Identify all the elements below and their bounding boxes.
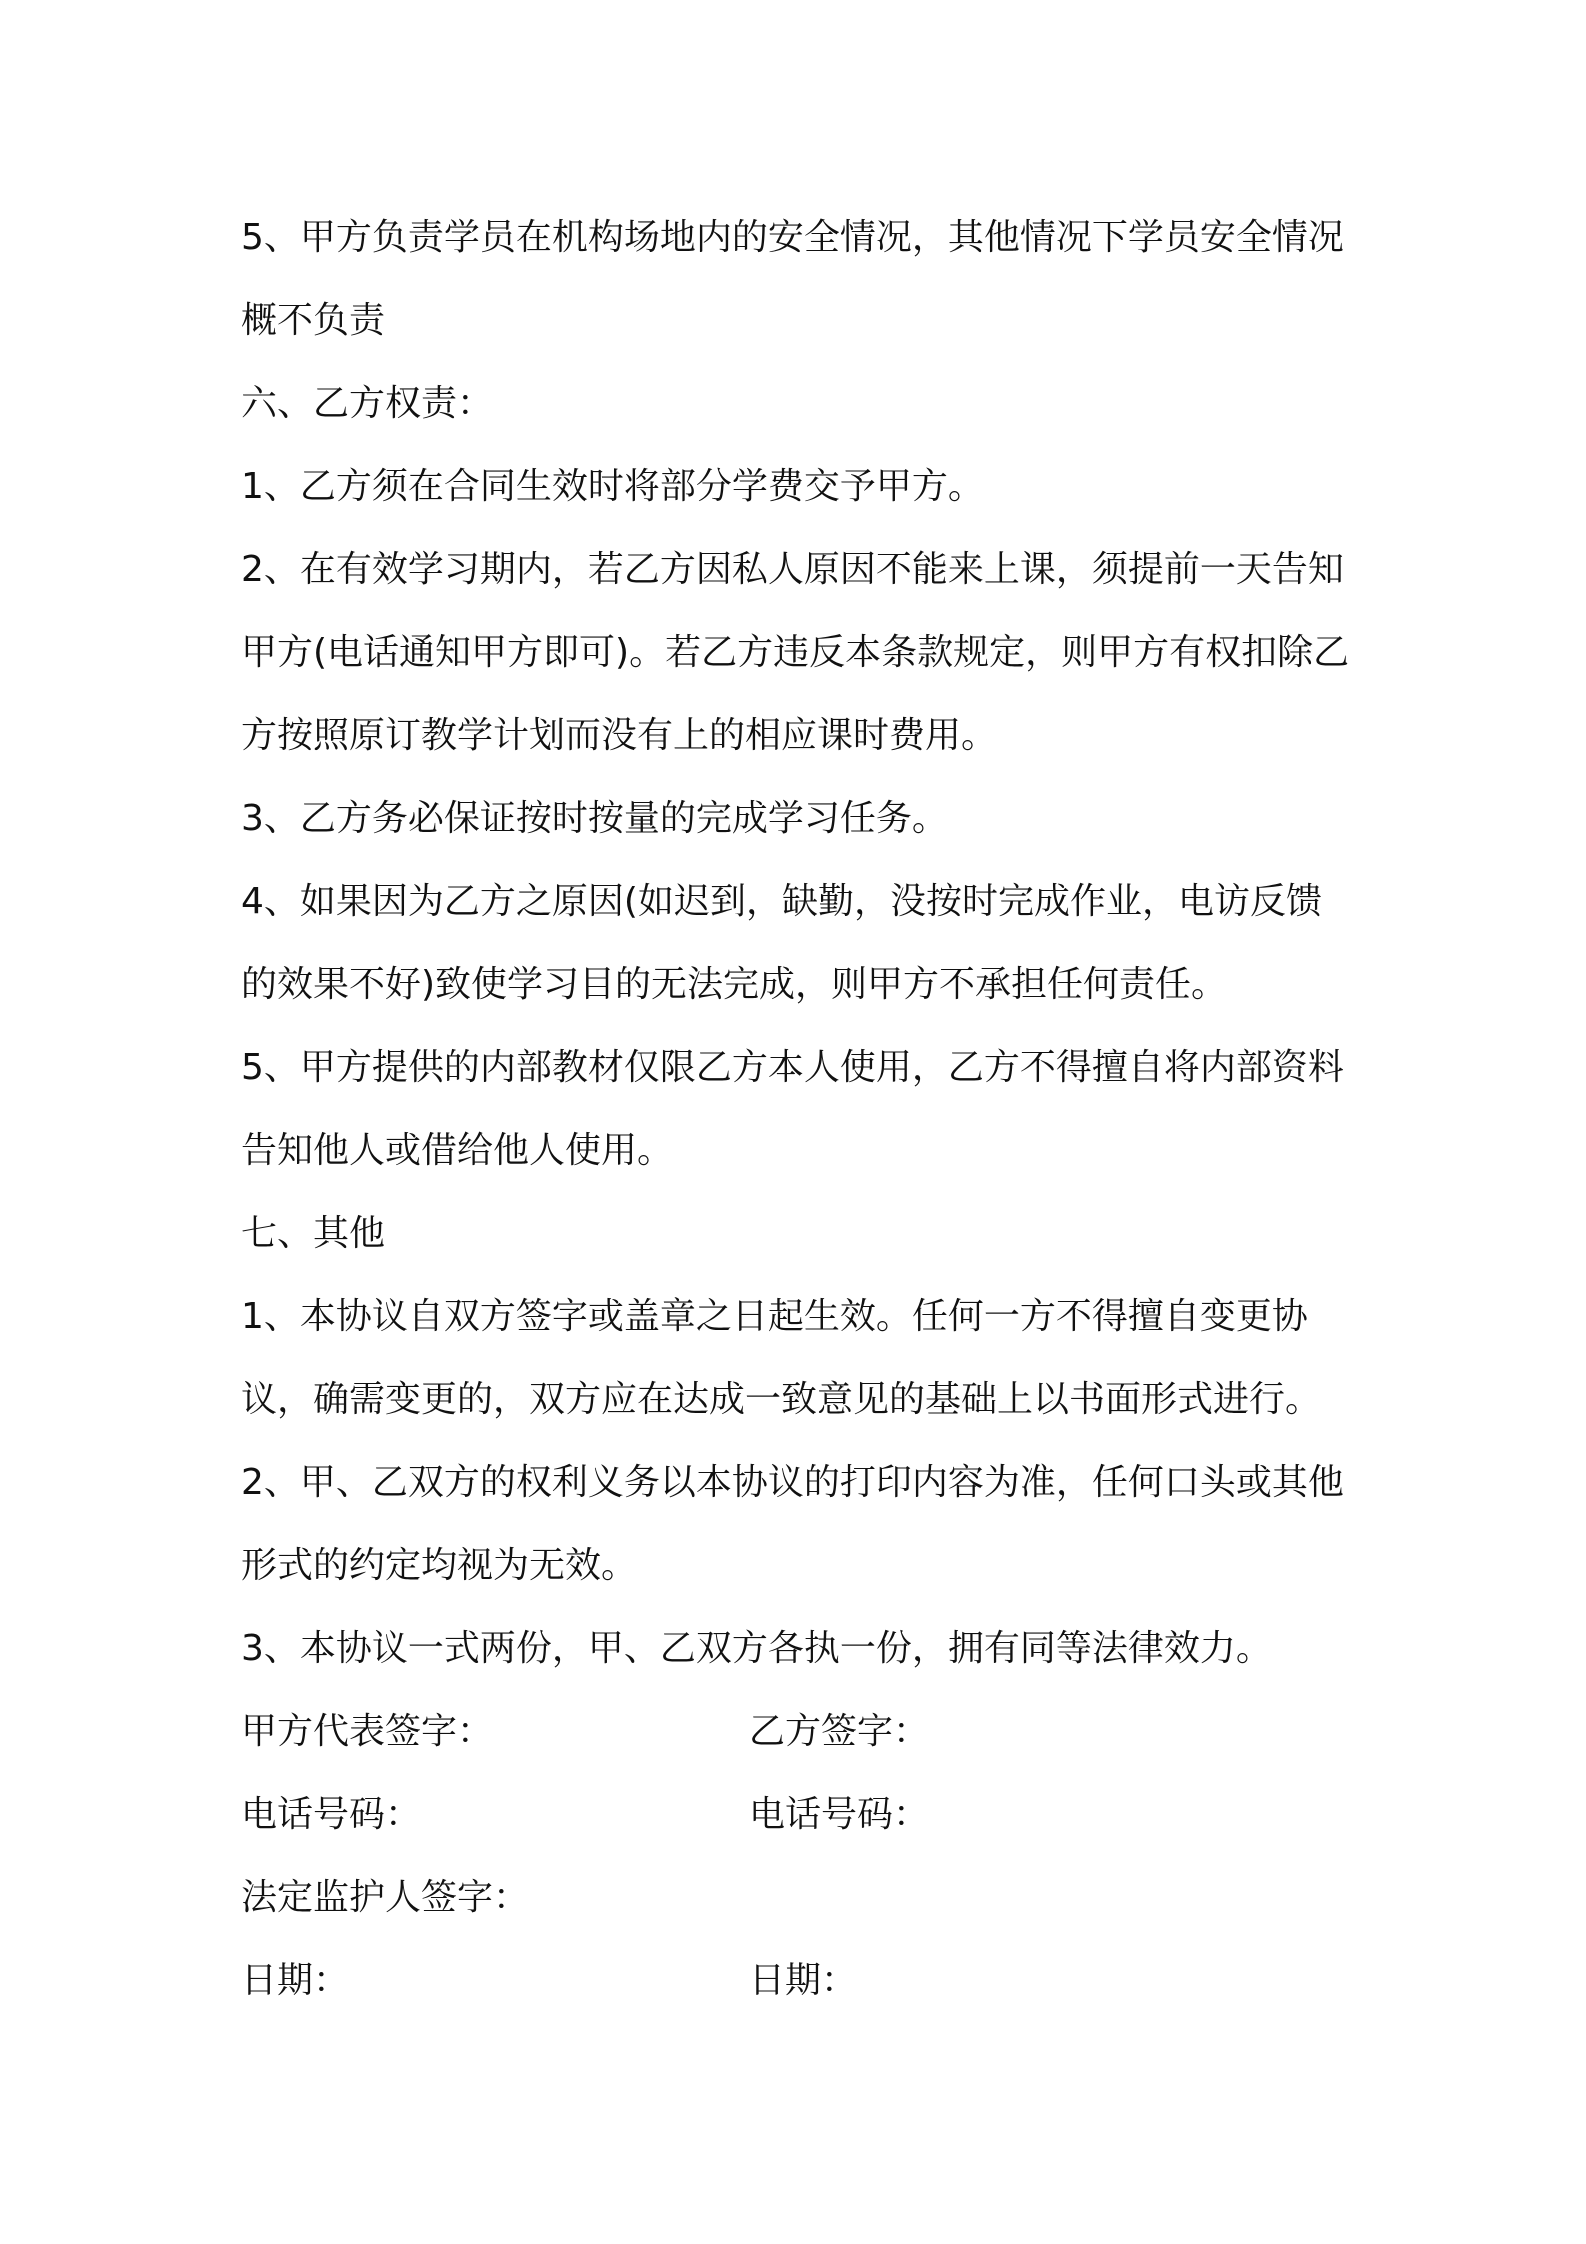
signature-row <box>241 1690 1356 1773</box>
party-b-phone-label: 电话号码： <box>749 1794 930 1835</box>
guardian-row-blank <box>749 1856 1356 1939</box>
paragraph-other-2: 2、甲、乙双方的权利义务以本协议的打印内容为准，任何口头或其他形式的约定均视为无效。 <box>241 1462 1344 1586</box>
paragraph-other-3: 3、本协议一式两份，甲、乙双方各执一份，拥有同等法律效力。 <box>241 1628 1272 1669</box>
paragraph-party-b-4: 4、如果因为乙方之原因(如迟到，缺勤，没按时完成作业，电访反馈的效果不好)致使学习目的无法完成，则甲方不承担任何责任。 <box>241 881 1322 1005</box>
party-a-date-label: 日期： <box>241 1960 350 2001</box>
party-a-rep-signature-label: 甲方代表签字： <box>241 1711 494 1752</box>
section-heading-6: 六、乙方权责： <box>241 383 494 424</box>
paragraph-party-b-5: 5、甲方提供的内部教材仅限乙方本人使用，乙方不得擅自将内部资料告知他人或借给他人使用。 <box>241 1047 1344 1171</box>
document-body <box>241 196 1356 2022</box>
paragraph-party-b-1: 1、乙方须在合同生效时将部分学费交予甲方。 <box>241 466 984 507</box>
party-a-phone-label: 电话号码： <box>241 1794 422 1835</box>
guardian-row <box>241 1856 1356 1939</box>
paragraph-party-b-3: 3、乙方务必保证按时按量的完成学习任务。 <box>241 798 948 839</box>
paragraph-party-a-5: 5、甲方负责学员在机构场地内的安全情况，其他情况下学员安全情况概不负责 <box>241 217 1344 341</box>
party-b-date-label: 日期： <box>749 1960 858 2001</box>
guardian-signature-label: 法定监护人签字： <box>241 1877 530 1918</box>
party-b-signature-label: 乙方签字： <box>749 1711 930 1752</box>
section-heading-7: 七、其他 <box>241 1213 386 1254</box>
paragraph-other-1: 1、本协议自双方签字或盖章之日起生效。任何一方不得擅自变更协议，确需变更的，双方应在达成一致意见的基础上以书面形式进行。 <box>241 1296 1322 1420</box>
phone-row <box>241 1773 1356 1856</box>
paragraph-party-b-2: 2、在有效学习期内，若乙方因私人原因不能来上课，须提前一天告知甲方(电话通知甲方即可)。若乙方违反本条款规定，则甲方有权扣除乙方按照原订教学计划而没有上的相应课时费用。 <box>241 549 1350 756</box>
date-row <box>241 1939 1356 2022</box>
